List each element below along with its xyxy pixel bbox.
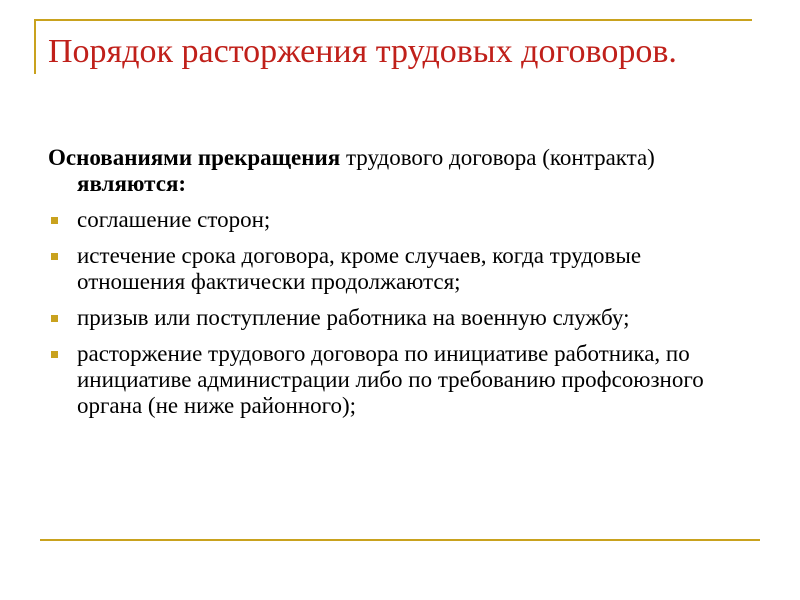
- bullet-list: [48, 207, 738, 419]
- slide-title: Порядок расторжения трудовых договоров.: [48, 33, 677, 70]
- intro-normal-text: трудового договора (контракта): [340, 145, 655, 170]
- square-bullet-icon: [51, 217, 58, 224]
- intro-paragraph: [48, 145, 738, 197]
- list-item-text: призыв или поступление работника на военную службу;: [77, 305, 630, 330]
- bottom-divider: [40, 539, 760, 541]
- square-bullet-icon: [51, 253, 58, 260]
- left-divider: [34, 19, 36, 74]
- intro-bold-start: Основаниями прекращения: [48, 145, 341, 170]
- intro-bold-end: являются:: [77, 171, 187, 196]
- list-item: [48, 341, 738, 419]
- slide-body: [48, 145, 738, 429]
- square-bullet-icon: [51, 351, 58, 358]
- list-item: [48, 305, 738, 331]
- list-item: [48, 243, 738, 295]
- square-bullet-icon: [51, 315, 58, 322]
- list-item-text: истечение срока договора, кроме случаев, когда трудовые отношения фактически продолжаются;: [77, 243, 642, 294]
- list-item: [48, 207, 738, 233]
- list-item-text: расторжение трудового договора по инициативе работника, по инициативе администрации либо по требованию профсоюзного органа (не ниже районного);: [77, 341, 704, 418]
- top-divider: [34, 19, 752, 21]
- list-item-text: соглашение сторон;: [77, 207, 271, 232]
